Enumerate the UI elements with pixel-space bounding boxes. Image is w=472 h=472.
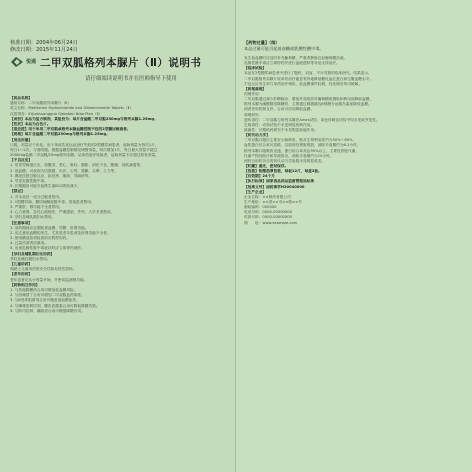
section-heading: 【儿童用药】 <box>10 262 33 266</box>
text-line: 5. 孕妇及哺乳期妇女禁用。 <box>10 215 56 220</box>
left-body-text <box>10 96 226 441</box>
section-heading: 【药理毒理】 <box>244 86 267 91</box>
text-line: 致癌性：长期给药研究中未见明显致癌作用。 <box>244 127 318 132</box>
section-heading: 【执行标准】国家食品药品监督管理局标准 <box>244 179 315 184</box>
text-line: 格列本脲为磺酰脲类降糖药，主要通过刺激胰岛β细胞分泌胰岛素而降低血糖。 <box>244 102 372 107</box>
text-line: 老年患者应从小剂量开始，并密切监测肾功能。 <box>10 277 88 282</box>
document-title: 二甲双胍格列本脲片（Ⅱ）说明书 <box>40 57 202 69</box>
text-line: 二甲双胍格列本脲片较单药治疗能更有效地降低糖化血红蛋白和空腹血糖水平。 <box>244 76 374 81</box>
approval-date: 核准日期：2004年06月24日 <box>10 40 78 46</box>
text-line: 毒理研究： <box>244 112 263 117</box>
text-line: 5. 出现乳酸性酸中毒症状时应立即停药就医。 <box>10 246 85 251</box>
text-line: 3. 使用碘造影剂检查前应暂停用药。 <box>10 236 71 241</box>
text-line: 通用名称：二甲双胍格列本脲片（Ⅱ） <box>10 101 71 106</box>
text-line: 口服，剂量应个体化。用于单用饮食运动治疗失败的2型糖尿病患者，起始剂量为每次1片， <box>10 142 159 147</box>
section-heading: 【包装】铝塑泡罩包装，每板12片，每盒2板。 <box>244 169 322 174</box>
right-column <box>236 0 472 472</box>
text-line: 2. 1型糖尿病、糖尿病酮症酸中毒、昏迷患者禁用。 <box>10 199 95 204</box>
revision-date: 修改日期：2015年11月24日 <box>10 46 78 53</box>
text-line: 邮政编码：000000 <box>244 205 277 210</box>
text-line: 4. 心力衰竭、急性心肌梗死、严重感染、外伤、大手术者禁用。 <box>10 210 115 215</box>
right-body-text <box>244 56 464 472</box>
text-line: 2000mg盐酸二甲双胍/10mg格列本脲。从单药治疗转换者，起始剂量不应超过原有剂量。 <box>10 153 159 158</box>
text-line: 二甲双胍口服后主要在小肠吸收，绝对生物利用度约为50%～60%， <box>244 138 357 143</box>
text-line: 网 址：www.example.com <box>244 220 298 225</box>
text-line: 血浆蛋白结合率可忽略，以原形经肾脏排泄，消除半衰期约为6.2小时。 <box>244 143 361 148</box>
approval-dates <box>10 40 78 53</box>
text-line: 电话号码：0000-00000000 <box>244 210 292 215</box>
section-heading: 【性状】本品为白色片。 <box>10 121 51 126</box>
text-line: 企业名称：××制药有限公司 <box>244 194 291 199</box>
text-line: 每日1～2次，与餐同服。根据血糖控制情况调整剂量，每次增加1片，每日最大剂量不超过 <box>10 147 158 152</box>
section-heading: 【贮藏】遮光，密封保存。 <box>244 163 289 168</box>
section-heading: 【批准文号】国药准字H20040000 <box>244 184 305 189</box>
text-line: 格列本脲口服吸收迅速，蛋白结合率高达95%以上，主要经肝脏代谢， <box>244 148 360 153</box>
text-line: 4. 过量饮酒者应慎用。 <box>10 241 48 246</box>
right-header-line-2: 本品过量可能引起低血糖或乳酸性酸中毒。 <box>244 46 324 51</box>
section-heading: 【用法用量】 <box>10 137 33 142</box>
text-line: 3. 偶见皮肤过敏反应，如皮疹、瘙痒、荨麻疹等。 <box>10 173 93 178</box>
text-line: 乳酸性酸中毒应立即停药并进行血液透析等对症支持治疗。 <box>244 61 340 66</box>
document-subtitle: 请仔细阅读说明书并在医师指导下使用 <box>85 76 177 82</box>
section-heading: 【生产企业】 <box>244 189 267 194</box>
text-line: 5. 与阿司匹林、磺胺类合用可增强降糖作用。 <box>10 308 85 313</box>
section-heading: 【药代动力学】 <box>244 133 270 138</box>
text-line: 2. 低血糖，可表现为饥饿感、出汗、心悸、震颤、头晕、乏力等。 <box>10 168 118 173</box>
text-line: 代谢产物经胆汁和尿液排出，消除半衰期约为10小时。 <box>244 153 334 158</box>
right-header-line-1: 【药物过量】（续） <box>244 40 280 45</box>
text-line: 4. 罕见乳酸性酸中毒。 <box>10 179 48 183</box>
text-line: 4. 与噻嗪类利尿剂、糖皮质激素合用可降低降糖效果。 <box>10 303 100 308</box>
text-line: 1. 常见胃肠道反应，如腹泻、恶心、呕吐、腹胀、消化不良、腹痛、食欲减退等。 <box>10 163 144 168</box>
text-line: 不良反应发生率与单药治疗相似，低血糖事件轻微，经处理后均可缓解。 <box>244 81 362 86</box>
text-line: 生产地址：××省××市××路××号 <box>244 199 302 204</box>
text-line: 两药合用时各自的药代动力学参数未见明显改变。 <box>244 158 326 163</box>
text-line: 尚缺乏儿童用药的安全性和有效性资料。 <box>10 267 77 272</box>
text-line: 英文名称：Metformin Hydrochloride and Glibenclamide Tablets（Ⅱ） <box>10 106 134 111</box>
section-heading: 【药品名称】 <box>10 96 33 100</box>
text-line: 生殖毒性：动物试验中未见明显致畸作用。 <box>244 122 315 127</box>
text-line: 孕妇及哺乳期妇女禁用。 <box>10 256 51 261</box>
text-line: 药理作用： <box>244 91 263 96</box>
text-line: 本品在2型糖尿病患者中进行了随机、双盲、平行对照的临床研究。结果显示， <box>244 71 372 76</box>
section-heading: 【有效期】24个月 <box>244 174 275 179</box>
section-heading: 【规格】每片含盐酸二甲双胍250mg与格列本脲1.25mg。 <box>10 132 110 137</box>
section-heading: 【临床试验】 <box>244 66 267 71</box>
text-line: 1. 用药期间应定期检查血糖、尿糖、肝肾功能。 <box>10 225 89 230</box>
brand-logo-text: 悦通 <box>26 59 37 65</box>
text-line: 3. 与β受体阻滞剂合用可掩盖低血糖症状。 <box>10 298 80 303</box>
section-heading: 【药物相互作用】 <box>10 282 40 287</box>
text-line: 传真号码：0000-00000000 <box>244 215 292 220</box>
section-heading: 【适应症】用于单用二甲双胍或格列本脲血糖控制不佳的2型糖尿病患者。 <box>10 127 131 132</box>
right-header <box>244 40 324 52</box>
text-line: 2. 应注意低血糖的发生，尤其是老年患者及肝肾功能不全者。 <box>10 230 111 235</box>
text-line: 两者作用机制互补，合用可协同降低血糖。 <box>244 107 315 112</box>
text-line: 1. 对本品任一成分过敏者禁用。 <box>10 194 63 199</box>
text-line: 发生低血糖时应及时补充葡萄糖，严重者静脉注射葡萄糖溶液。 <box>244 56 348 60</box>
text-line: 1. 与其他降糖药合用可增加低血糖风险。 <box>10 287 78 292</box>
text-line: 二甲双胍通过减少肝糖输出、增加外周组织对葡萄糖的摄取和利用而降低血糖。 <box>244 97 374 102</box>
section-heading: 【孕妇及哺乳期妇女用药】 <box>10 251 55 256</box>
text-line: 遗传毒性：二甲双胍与格列本脲在Ames试验、染色体畸变试验中均未见致突变性。 <box>244 117 380 122</box>
section-heading: 【注意事项】 <box>10 220 33 225</box>
section-heading: 【成份】本品为复方制剂，其组份为：每片含盐酸二甲双胍250mg与格列本脲1.25mg。 <box>10 116 158 121</box>
text-line: 2. 与西咪替丁合用可增加二甲双胍血药浓度。 <box>10 293 85 298</box>
text-line: 5. 长期服用可能引起维生素B12吸收减少。 <box>10 184 81 189</box>
text-line: 汉语拼音：Erjiashuanggua Gelieben Niao Pian（Ⅱ） <box>10 111 103 116</box>
section-heading: 【老年用药】 <box>10 272 33 277</box>
text-line: 3. 严重肝、肾功能不全者禁用。 <box>10 204 63 209</box>
section-heading: 【不良反应】 <box>10 158 33 163</box>
section-heading: 【禁忌】 <box>10 189 25 194</box>
